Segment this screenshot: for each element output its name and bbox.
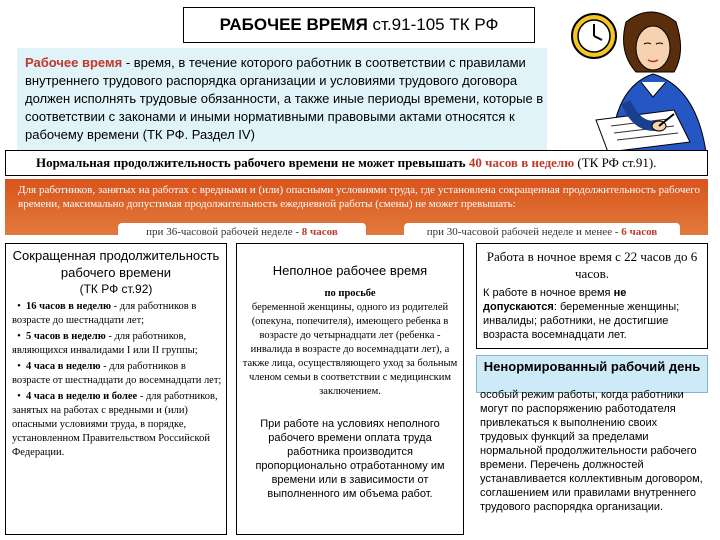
pill1-prefix: при 36-часовой рабочей неделе - bbox=[146, 226, 302, 238]
part-time-column bbox=[236, 243, 464, 535]
harmful-conditions-text: Для работников, занятых на работах с вредными и (или) опасными условиями труда, где установлена сокращенная продолжительность рабочего времени, максимально допустимая продолжительность ежедневной работы (смены) не может превышать: bbox=[18, 184, 700, 210]
irregular-text: особый режим работы, когда работники могут по распоряжению работодателя привлекаться к выполнению своих трудовых функций за пределами нормальной продолжительности рабочего времени. Перечень должностей устанавливается коллективным договором, соглашением или правилами внутреннего трудового распорядка организации. bbox=[480, 389, 703, 513]
pill1-value: 8 часов bbox=[301, 226, 338, 238]
irregular-title: Ненормированный рабочий день bbox=[483, 359, 701, 374]
pill-30-hours bbox=[404, 223, 680, 241]
list-item: • 5 часов в неделю - для работников, являющихся инвалидами I или II группы; bbox=[12, 331, 198, 356]
reduced-list bbox=[6, 298, 226, 460]
bullet-dot-icon: • bbox=[17, 391, 21, 402]
night-text: К работе в ночное время не допускаются: беременные женщины; инвалиды; работники, не достигшие возраста восемнадцати лет. bbox=[483, 287, 680, 341]
woman-writing-clock-icon bbox=[556, 2, 716, 152]
page-title bbox=[183, 7, 535, 43]
parttime-request-text: беременной женщины, одного из родителей (опекуна, попечителя), имеющего ребенка в возрасте до четырнадцати лет (ребенка - инвалида в возрасте до восемнадцати лет), а также лица, осуществляющего уход за больным членом семьи в соответствии с медицинским заключением. bbox=[242, 302, 458, 397]
reduced-time-column bbox=[5, 243, 227, 535]
pill2-value: 6 часов bbox=[621, 226, 658, 238]
list-item: • 4 часа в неделю и более - для работников, занятых на работах с вредными и (или) опасными условиями труда, в порядке, установленном Правительством Российской Федерации. bbox=[12, 391, 218, 458]
bullet-dot-icon: • bbox=[17, 301, 21, 312]
title-articles: ст.91-105 ТК РФ bbox=[372, 15, 499, 34]
parttime-title: Неполное рабочее время bbox=[272, 263, 428, 278]
normal-suffix: (ТК РФ ст.91). bbox=[574, 155, 657, 170]
parttime-pay-text: При работе на условиях неполного рабочего времени оплата труда работника производится пропорционально отработанному им времени или в зависимости от выполненного им объема работ. bbox=[255, 418, 445, 500]
night-work-box bbox=[476, 243, 708, 349]
normal-prefix: Нормальная продолжительность рабочего времени не может превышать bbox=[36, 155, 469, 170]
bullet-dot-icon: • bbox=[17, 361, 21, 372]
normal-duration bbox=[5, 150, 708, 176]
reduced-ref: (ТК РФ ст.92) bbox=[79, 282, 153, 296]
definition-text: - время, в течение которого работник в соответствии с правилами внутреннего трудового распорядка организации и условиями трудового договора должен исполнять трудовые обязанности, а также иные периоды времени, которые в соответствии с законами и иными нормативными правовыми актами относятся к рабочему времени (ТК РФ. Раздел IV) bbox=[25, 55, 544, 142]
bullet-dot-icon: • bbox=[17, 331, 21, 342]
normal-hours: 40 часов в неделю bbox=[468, 155, 575, 170]
list-item: • 4 часа в неделю - для работников в возрасте от шестнадцати до восемнадцати лет; bbox=[12, 361, 222, 386]
definition-term: Рабочее время bbox=[25, 55, 123, 70]
pill-36-hours bbox=[118, 223, 366, 241]
reduced-title: Сокращенная продолжительность рабочего времени bbox=[12, 248, 220, 280]
pill2-prefix: при 30-часовой рабочей неделе и менее - bbox=[426, 226, 622, 238]
list-item: • 16 часов в неделю - для работников в возрасте до шестнадцати лет; bbox=[12, 301, 197, 326]
parttime-request-head: по просьбе bbox=[324, 288, 376, 299]
night-title: Работа в ночное время с 22 часов до 6 часов. bbox=[486, 249, 698, 281]
definition-block bbox=[17, 48, 547, 151]
title-main: РАБОЧЕЕ ВРЕМЯ bbox=[219, 15, 368, 34]
